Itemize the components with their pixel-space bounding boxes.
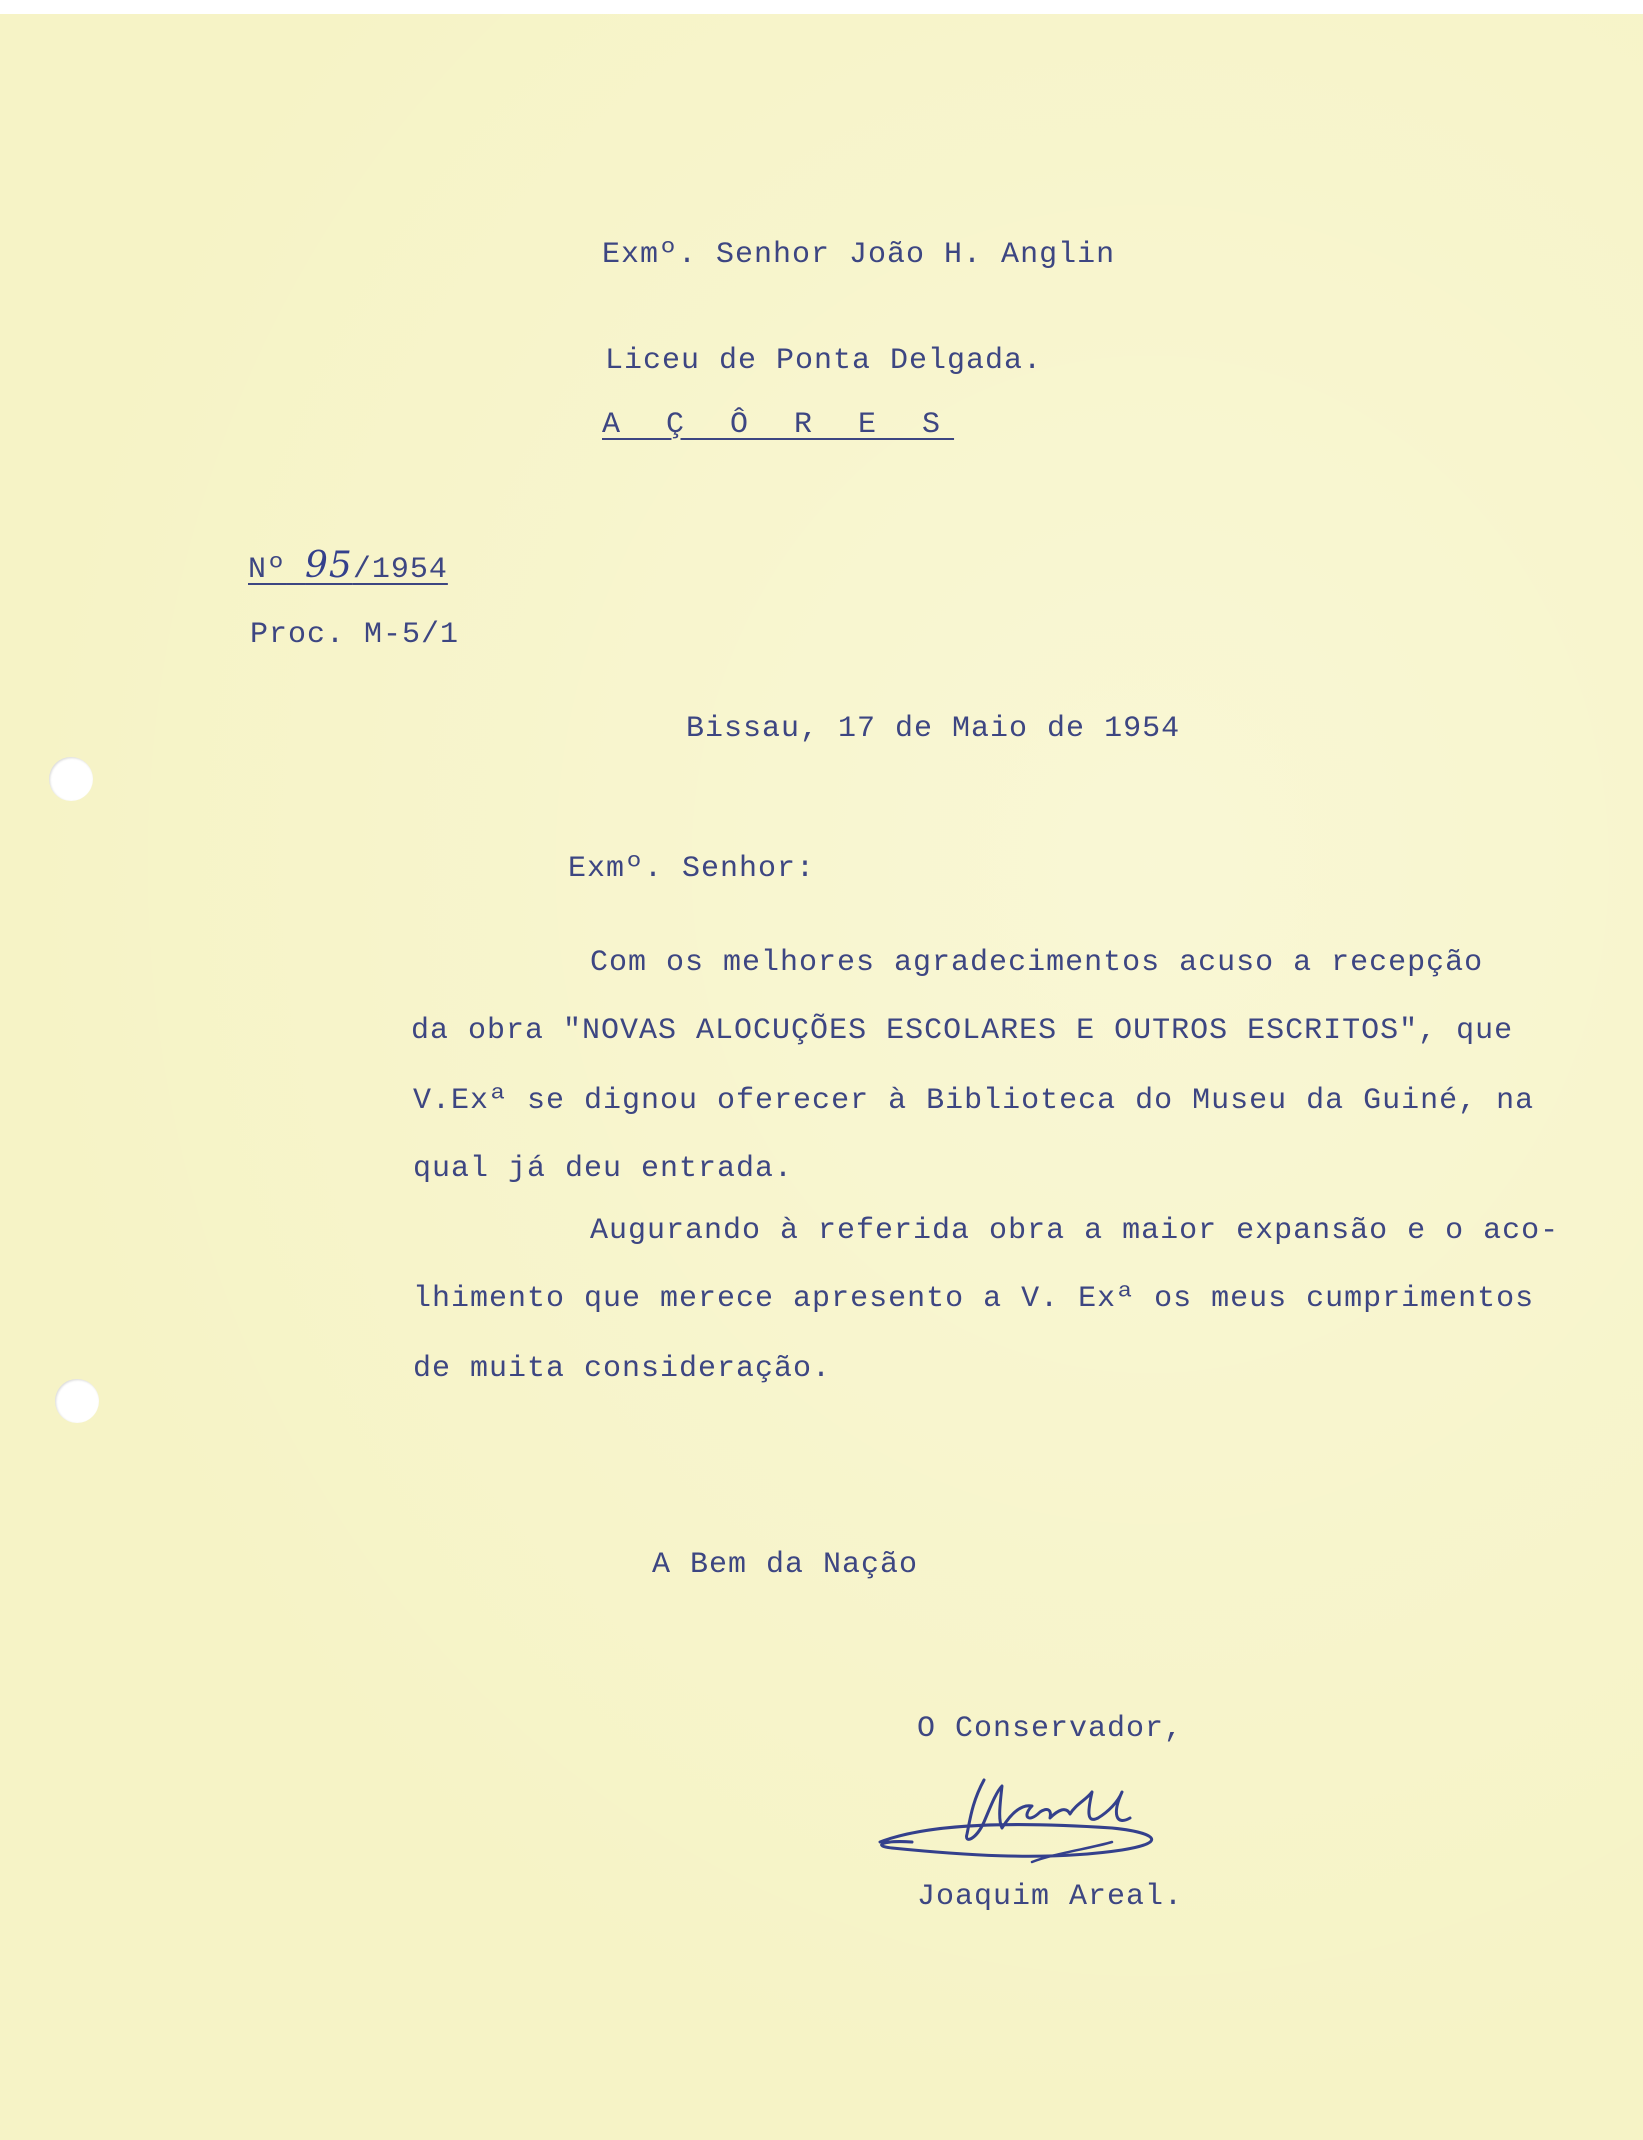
signatory-title: O Conservador,	[917, 1712, 1184, 1746]
body-line: V.Exª se dignou oferecer à Biblioteca do Museu da Guiné, na	[413, 1084, 1535, 1118]
process-reference: Proc. M-5/1	[250, 618, 460, 652]
body-line: lhimento que merece apresento a V. Exª os meus cumprimentos	[413, 1282, 1535, 1316]
handwritten-signature	[872, 1762, 1182, 1882]
closing: A Bem da Nação	[652, 1548, 919, 1582]
reference-number-handwritten: 95	[305, 545, 353, 586]
date-line: Bissau, 17 de Maio de 1954	[686, 712, 1181, 746]
reference-year: /1954	[352, 553, 448, 587]
recipient-institution: Liceu de Ponta Delgada.	[605, 344, 1043, 378]
body-line: da obra "NOVAS ALOCUÇÕES ESCOLARES E OUTROS ESCRITOS", que	[411, 1014, 1514, 1048]
salutation: Exmº. Senhor:	[568, 852, 816, 886]
letter-page	[0, 14, 1643, 2140]
body-line: qual já deu entrada.	[413, 1152, 794, 1186]
reference-number	[248, 545, 448, 587]
body-line: Augurando à referida obra a maior expansão e o aco-	[590, 1214, 1560, 1248]
recipient-name: Exmº. Senhor João H. Anglin	[602, 238, 1116, 272]
punch-hole	[49, 757, 93, 801]
body-line: de muita consideração.	[413, 1352, 832, 1386]
reference-number-prefix: Nº	[248, 553, 287, 587]
signatory-name: Joaquim Areal.	[917, 1880, 1184, 1914]
body-line: Com os melhores agradecimentos acuso a recepção	[590, 946, 1484, 980]
punch-hole	[55, 1379, 99, 1423]
recipient-location: A Ç Ô R E S	[602, 408, 955, 442]
